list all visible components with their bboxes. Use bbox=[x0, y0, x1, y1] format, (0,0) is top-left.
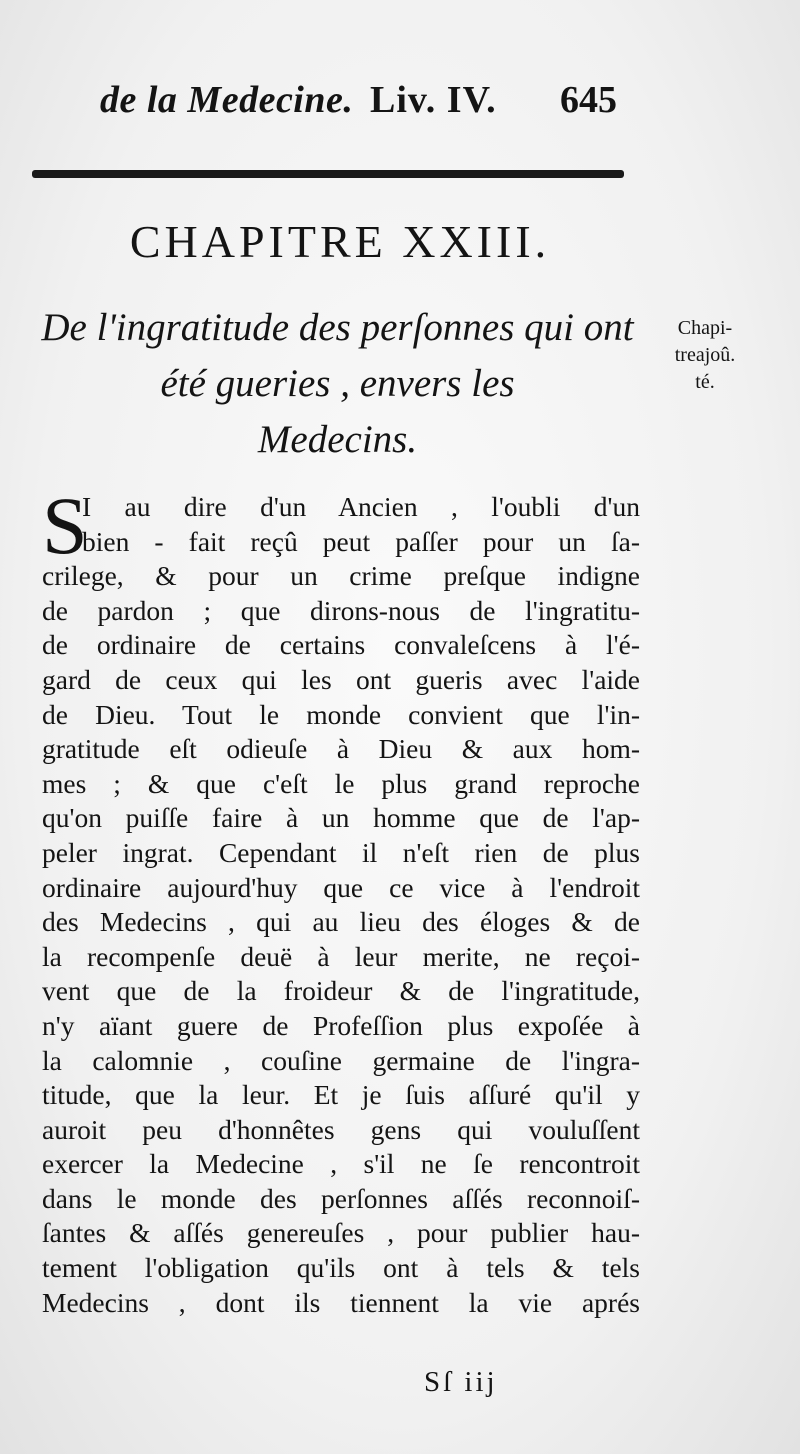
header-rule bbox=[32, 170, 624, 178]
body-line: de pardon ; que dirons-nous de l'ingratitu- bbox=[42, 594, 640, 626]
body-line: bien - fait reçû peut paſſer pour un ſa- bbox=[82, 525, 640, 557]
chapter-title: CHAPITRE XXIII. bbox=[129, 216, 551, 267]
body-line: mes ; & que c'eſt le plus grand reproche bbox=[42, 767, 640, 799]
body-line: des Medecins , qui au lieu des éloges & de bbox=[42, 906, 640, 938]
body-line: la recompenſe deuë à leur merite, ne reçoi- bbox=[42, 940, 640, 972]
subtitle-line: De l'ingratitude des perſonnes qui ont bbox=[41, 306, 634, 349]
body-line: I au dire d'un Ancien , l'oubli d'un bbox=[82, 491, 640, 522]
subtitle-line: Medecins. bbox=[257, 418, 418, 461]
body-line: exercer la Medecine , s'il ne ſe rencontroit bbox=[42, 1148, 640, 1180]
body-line: auroit peu d'honnêtes gens qui vouluſſent bbox=[42, 1113, 640, 1145]
body-line: vent que de la froideur & de l'ingratitude, bbox=[42, 975, 640, 1007]
body-line: titude, que la leur. Et je ſuis aſſuré qu'il y bbox=[42, 1079, 640, 1111]
body-line: ſantes & aſſés genereuſes , pour publier hau- bbox=[42, 1217, 640, 1249]
margin-note-line: té. bbox=[695, 371, 715, 393]
body-line: qu'on puiſſe faire à un homme que de l'ap- bbox=[42, 802, 640, 834]
body-line: peler ingrat. Cependant il n'eſt rien de plus bbox=[42, 836, 640, 868]
body-line: de ordinaire de certains convaleſcens à l'é- bbox=[42, 629, 640, 661]
margin-note-line: treajoû. bbox=[674, 344, 736, 366]
body-line: n'y aïant guere de Profeſſion plus expoſée à bbox=[42, 1009, 640, 1041]
book-reference: Liv. IV. bbox=[370, 79, 497, 121]
body-text bbox=[42, 480, 640, 1320]
drop-cap: S bbox=[42, 480, 88, 571]
body-line: dans le monde des perſonnes aſſés reconnoiſ- bbox=[42, 1182, 640, 1214]
margin-note-line: Chapi- bbox=[677, 317, 733, 339]
margin-note bbox=[650, 315, 760, 396]
running-title: de la Medecine. bbox=[100, 79, 354, 121]
chapter-subtitle bbox=[30, 300, 645, 468]
running-header bbox=[0, 78, 800, 128]
body-line: Medecins , dont ils tiennent la vie aprés bbox=[42, 1286, 640, 1318]
subtitle-line: été gueries , envers les bbox=[160, 362, 515, 405]
body-line: gratitude eſt odieuſe à Dieu & aux hom- bbox=[42, 733, 640, 765]
body-line: ordinaire aujourd'huy que ce vice à l'endroit bbox=[42, 871, 640, 903]
body-line: crilege, & pour un crime preſque indigne bbox=[42, 560, 640, 592]
page-number: 645 bbox=[560, 79, 617, 121]
signature-mark: Sſ iij bbox=[424, 1366, 498, 1398]
body-line: la calomnie , couſine germaine de l'ingra- bbox=[42, 1044, 640, 1076]
body-line: de Dieu. Tout le monde convient que l'in- bbox=[42, 698, 640, 730]
body-line: tement l'obligation qu'ils ont à tels & tels bbox=[42, 1252, 640, 1284]
body-line: gard de ceux qui les ont gueris avec l'aide bbox=[42, 663, 640, 695]
